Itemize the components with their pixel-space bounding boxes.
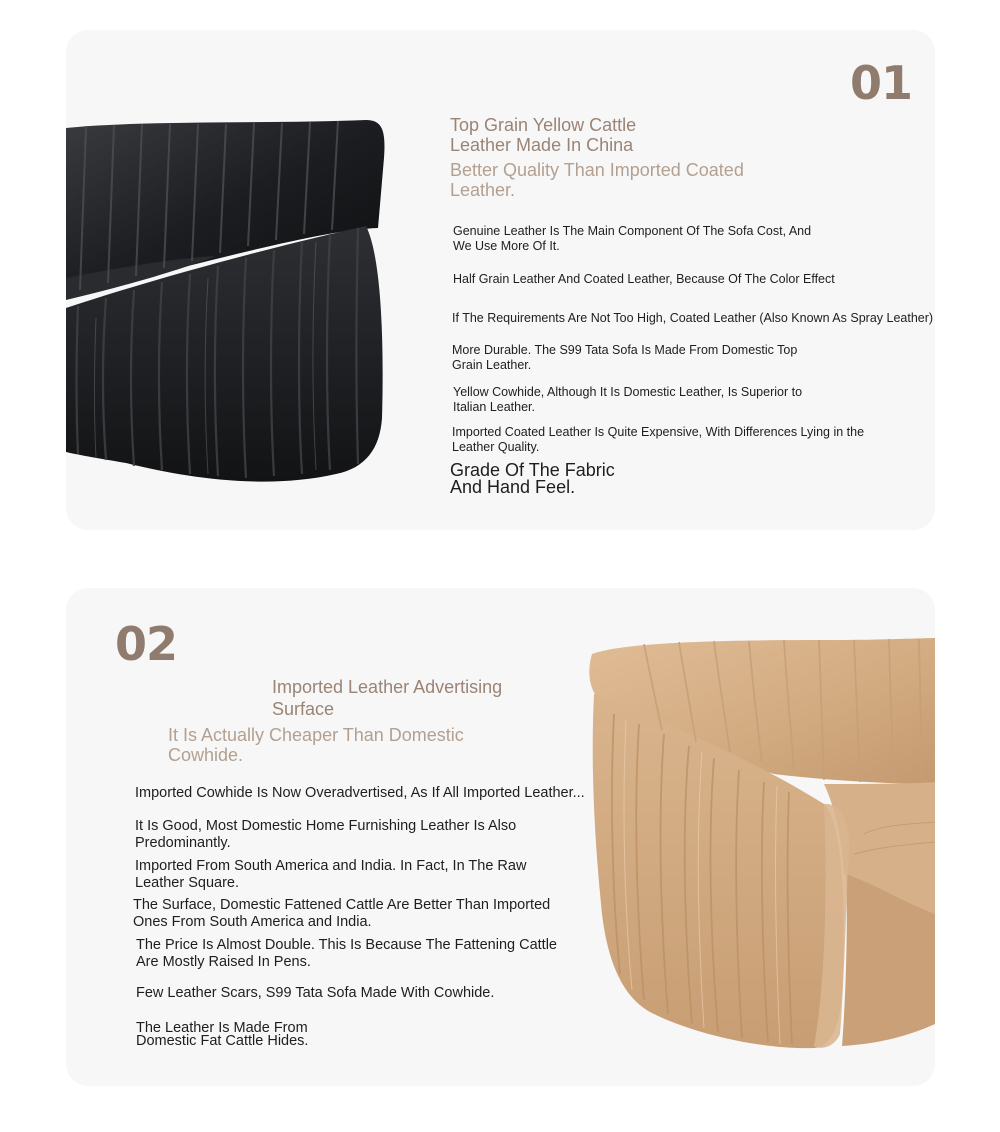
section-subheading bbox=[168, 725, 464, 765]
subheading-line: It Is Actually Cheaper Than Domestic bbox=[168, 725, 464, 745]
heading-line: Imported Leather Advertising bbox=[272, 677, 503, 697]
section-card-2 bbox=[66, 588, 935, 1086]
black-leather-sofa-image bbox=[66, 118, 386, 490]
paragraph: Half Grain Leather And Coated Leather, Because Of The Color Effect bbox=[453, 272, 835, 286]
heading-line: Leather Made In China bbox=[450, 135, 634, 155]
section-number: 01 bbox=[850, 56, 913, 110]
paragraph: Few Leather Scars, S99 Tata Sofa Made With Cowhide. bbox=[136, 985, 495, 1001]
tan-leather-sofa-image bbox=[584, 634, 935, 1054]
subheading-line: Better Quality Than Imported Coated bbox=[450, 160, 744, 180]
paragraph: Genuine Leather Is The Main Component Of The Sofa Cost, And We Use More Of It. bbox=[453, 224, 812, 253]
section-subheading bbox=[450, 160, 744, 200]
closing-statement: Grade Of The Fabric And Hand Feel. bbox=[450, 460, 615, 497]
paragraph: If The Requirements Are Not Too High, Coated Leather (Also Known As Spray Leather) bbox=[452, 311, 934, 325]
paragraph: The Price Is Almost Double. This Is Because The Fattening Cattle Are Mostly Raised In Pens. bbox=[136, 937, 557, 970]
subheading-line: Cowhide. bbox=[168, 745, 244, 765]
paragraph: Yellow Cowhide, Although It Is Domestic Leather, Is Superior to Italian Leather. bbox=[453, 385, 803, 414]
section-heading bbox=[450, 115, 636, 155]
paragraph: More Durable. The S99 Tata Sofa Is Made From Domestic Top Grain Leather. bbox=[452, 343, 798, 372]
paragraph: Imported Cowhide Is Now Overadvertised, As If All Imported Leather... bbox=[135, 785, 585, 801]
section-card-1 bbox=[66, 30, 935, 530]
heading-line: Surface bbox=[272, 699, 335, 719]
paragraph: The Leather Is Made From Domestic Fat Cattle Hides. bbox=[136, 1020, 309, 1049]
heading-line: Top Grain Yellow Cattle bbox=[450, 115, 637, 135]
section-number: 02 bbox=[115, 617, 178, 671]
paragraph: Imported Coated Leather Is Quite Expensive, With Differences Lying in the Leather Quality. bbox=[452, 425, 865, 454]
subheading-line: Leather. bbox=[450, 180, 516, 200]
paragraph: It Is Good, Most Domestic Home Furnishing Leather Is Also Predominantly. bbox=[135, 818, 517, 851]
section-heading bbox=[272, 676, 502, 720]
paragraph: The Surface, Domestic Fattened Cattle Are Better Than Imported Ones From South America and India. bbox=[133, 897, 551, 930]
paragraph: Imported From South America and India. In Fact, In The Raw Leather Square. bbox=[135, 858, 527, 891]
